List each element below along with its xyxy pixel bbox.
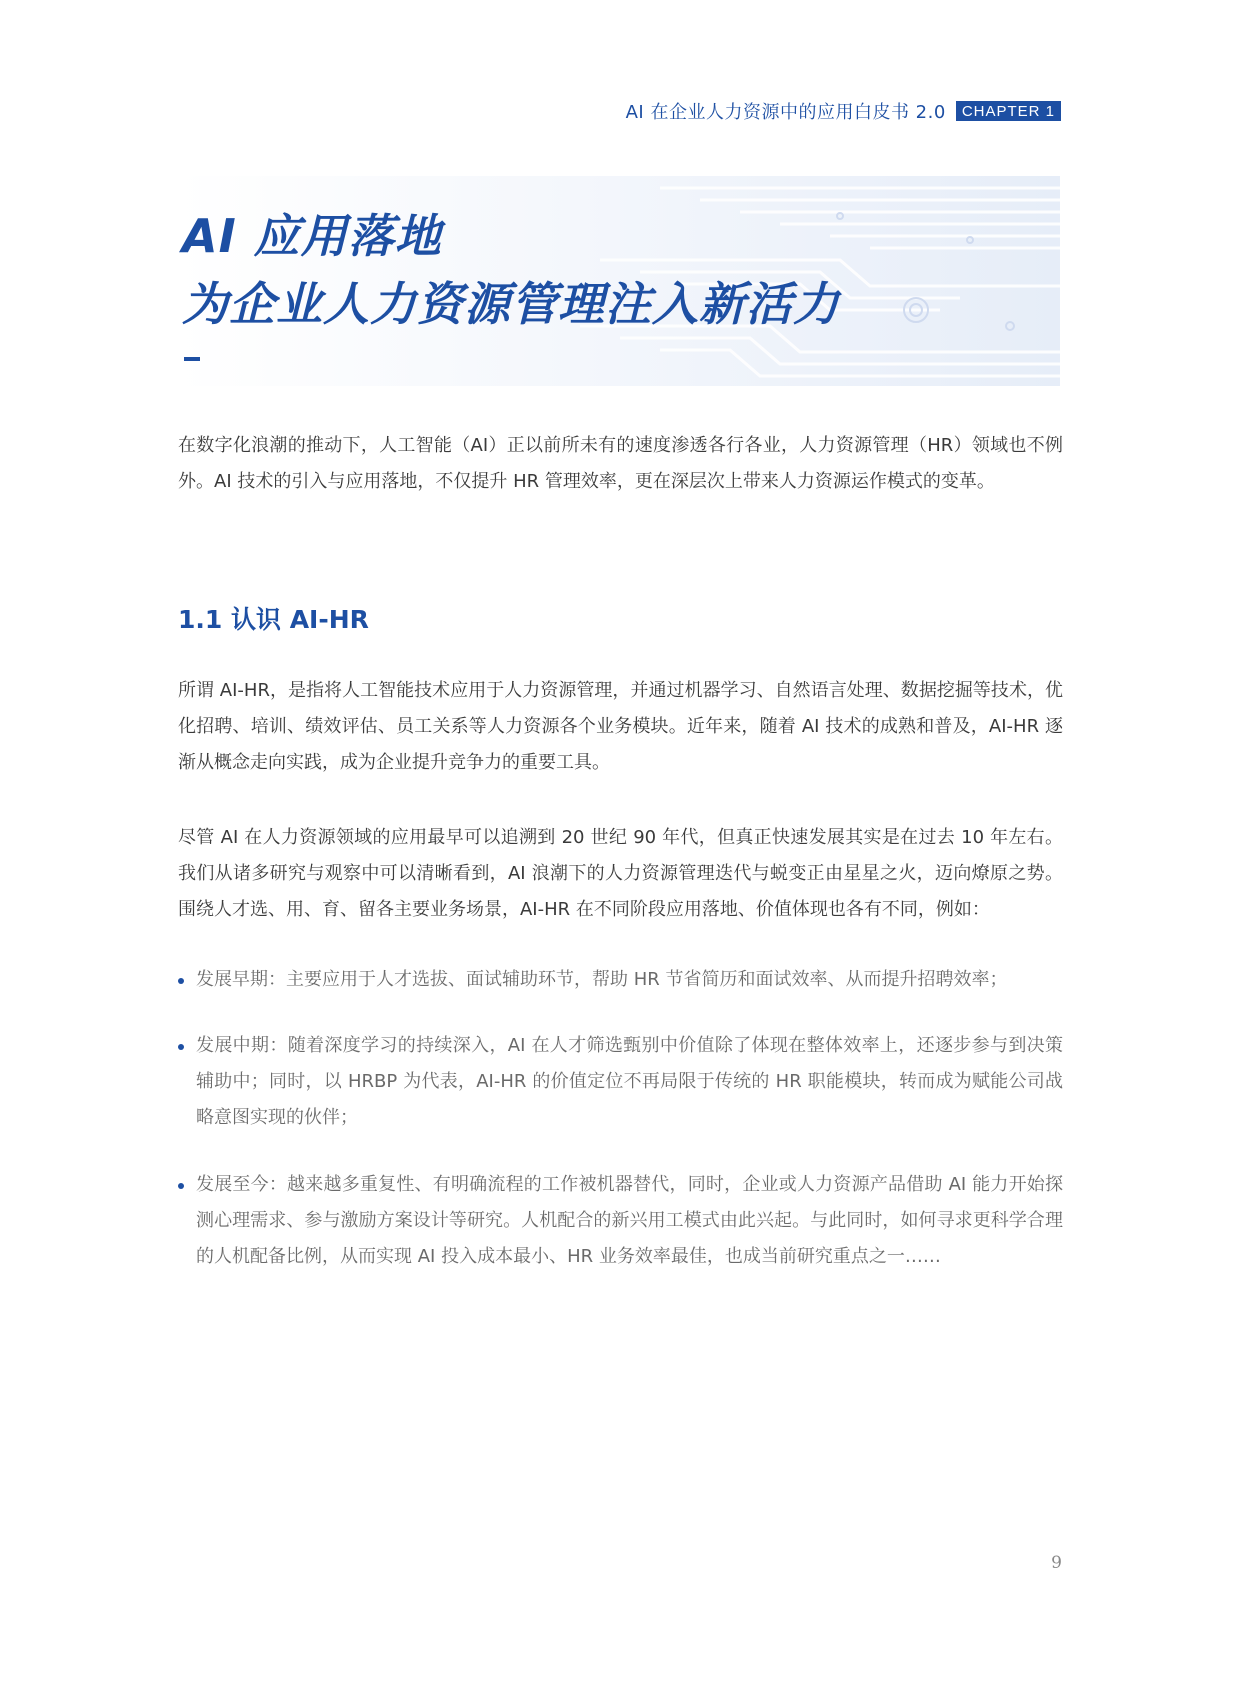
hero-title-line-2: 为企业人力资源管理注入新活力 [182, 277, 840, 331]
chapter-badge: CHAPTER 1 [956, 101, 1061, 121]
list-item [178, 1028, 1063, 1136]
list-item [178, 962, 1063, 998]
page-number: 9 [1051, 1553, 1062, 1573]
list-item-text: 发展至今：越来越多重复性、有明确流程的工作被机器替代，同时，企业或人力资源产品借助 AI 能力开始探测心理需求、参与激励方案设计等研究。人机配合的新兴用工模式由此兴起。与此同时，如何寻求更科学合理的人机配备比例，从而实现 AI 投入成本最小、HR 业务效率最佳，也成当前研究重点之一…… [196, 1174, 1063, 1267]
list-item-text: 发展早期：主要应用于人才选拔、面试辅助环节，帮助 HR 节省简历和面试效率、从而提升招聘效率； [196, 969, 1008, 990]
intro-paragraph: 在数字化浪潮的推动下，人工智能（AI）正以前所未有的速度渗透各行各业，人力资源管理（HR）领域也不例外。AI 技术的引入与应用落地，不仅提升 HR 管理效率，更在深层次上带来人力资源运作模式的变革。 [178, 435, 1063, 492]
bullet-icon [178, 1044, 184, 1050]
list-item [178, 1167, 1063, 1275]
section-paragraph-2: 尽管 AI 在人力资源领域的应用最早可以追溯到 20 世纪 90 年代，但真正快速发展其实是在过去 10 年左右。我们从诸多研究与观察中可以清晰看到，AI 浪潮下的人力资源管理迭代与蜕变正由星星之火，迈向燎原之势。围绕人才选、用、育、留各主要业务场景，AI-HR 在不同阶段应用落地、价值体现也各有不同，例如： [178, 827, 1063, 920]
title-accent-dash [184, 357, 200, 361]
bullet-icon [178, 1183, 184, 1189]
bullet-icon [178, 978, 184, 984]
section-paragraph-1: 所谓 AI-HR，是指将人工智能技术应用于人力资源管理，并通过机器学习、自然语言处理、数据挖掘等技术，优化招聘、培训、绩效评估、员工关系等人力资源各个业务模块。近年来，随着 AI 技术的成熟和普及，AI-HR 逐渐从概念走向实践，成为企业提升竞争力的重要工具。 [178, 680, 1063, 773]
page-header [626, 98, 1061, 124]
hero-title-line-1: AI 应用落地 [182, 209, 442, 263]
list-item-text: 发展中期：随着深度学习的持续深入，AI 在人才筛选甄别中价值除了体现在整体效率上，还逐步参与到决策辅助中；同时，以 HRBP 为代表，AI-HR 的价值定位不再局限于传统的 HR 职能模块，转而成为赋能公司战略意图实现的伙伴； [196, 1035, 1063, 1128]
section-heading: 1.1 认识 AI-HR [178, 605, 369, 634]
document-title: AI 在企业人力资源中的应用白皮书 2.0 [625, 102, 946, 123]
